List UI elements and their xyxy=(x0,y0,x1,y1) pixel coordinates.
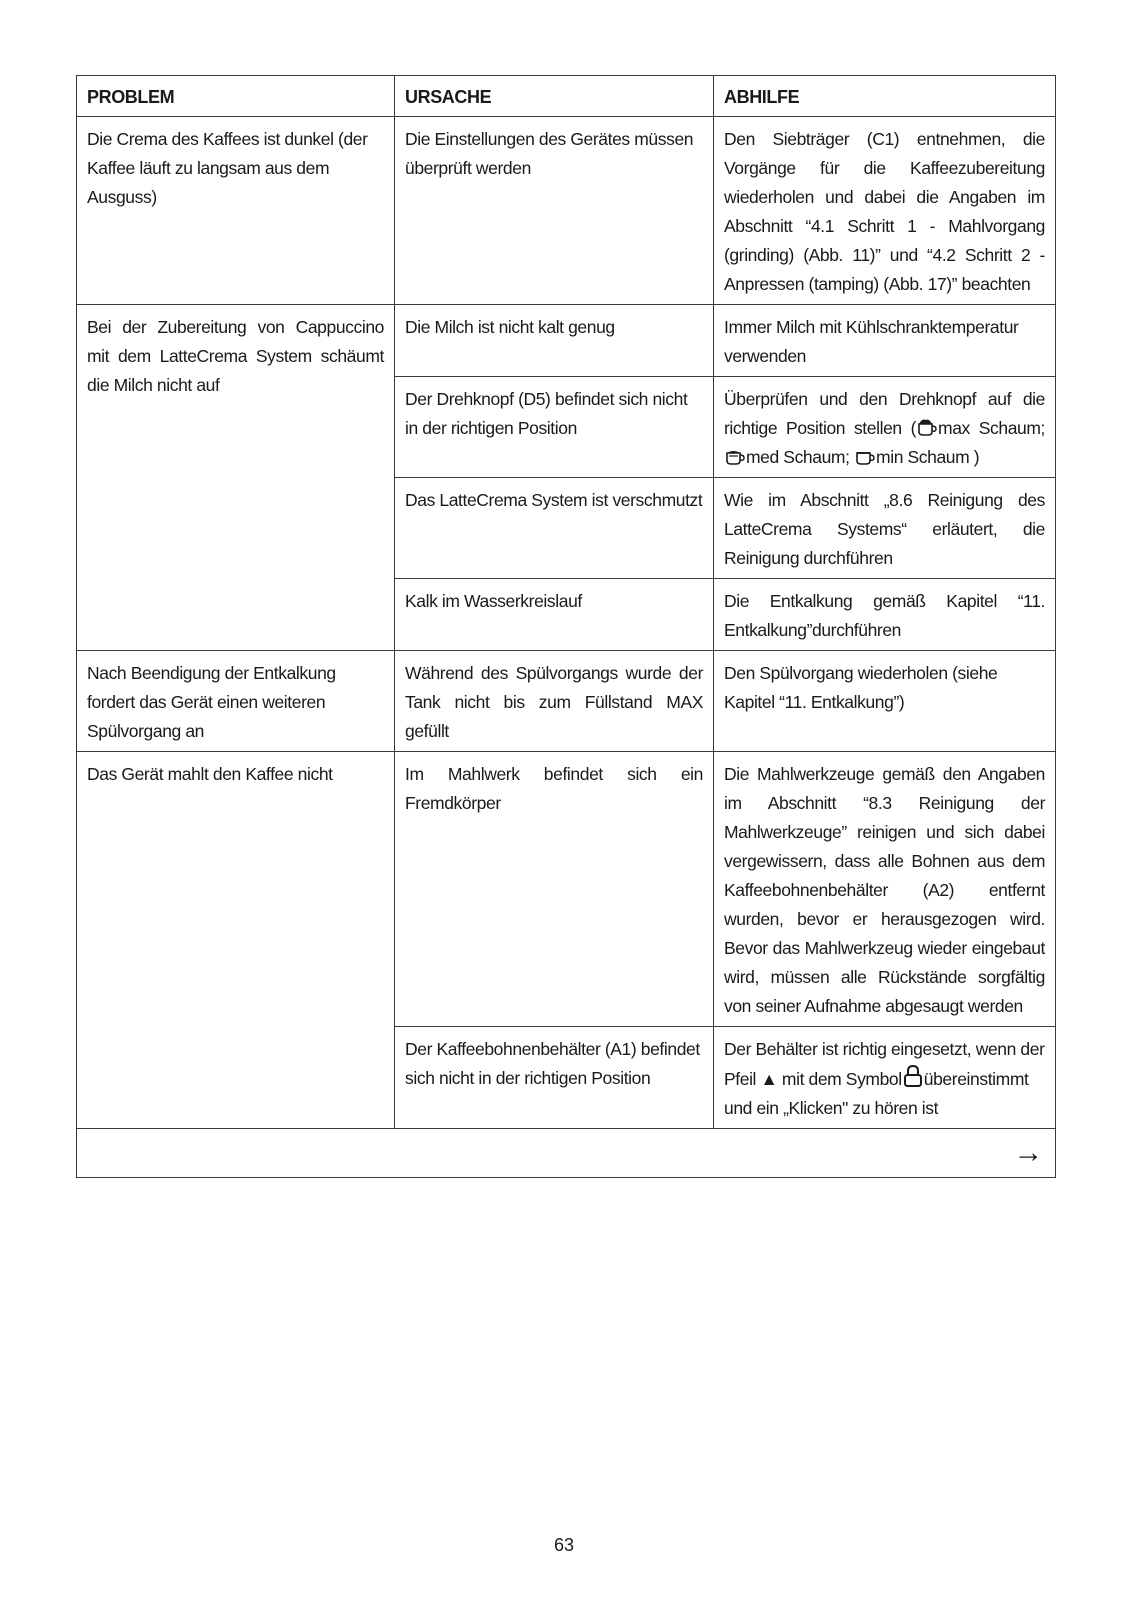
lock-icon xyxy=(902,1064,924,1088)
problem-cell: Die Crema des Kaffees ist dunkel (der Kaffee läuft zu langsam aus dem Ausguss) xyxy=(77,117,395,305)
remedy-text: mit dem Symbol xyxy=(781,1069,902,1089)
arrow-up-icon: ▲ xyxy=(760,1069,778,1089)
remedy-text: med Schaum; xyxy=(746,447,850,467)
remedy-text: Der Behälter ist richtig eingesetzt, wenn der Pfeil xyxy=(724,1039,1045,1089)
remedy-text: min Schaum ) xyxy=(876,447,980,467)
remedy-cell: Den Siebträger (C1) entnehmen, die Vorgänge für die Kaffeezubereitung wiederholen und dabei die Angaben im Abschnitt “4.1 Schritt 1 - Mahlvorgang (grinding) (Abb. 11)” und “4.2 Schritt 2 - Anpressen (tamping) (Abb. 17)” beachten xyxy=(714,117,1056,305)
remedy-cell xyxy=(714,1027,1056,1129)
problem-cell: Bei der Zubereitung von Cappuccino mit dem LatteCrema System schäumt die Milch nicht auf xyxy=(77,305,395,651)
cause-cell: Im Mahlwerk befindet sich ein Fremdkörper xyxy=(395,752,714,1027)
troubleshooting-page xyxy=(76,75,1055,1178)
cause-cell: Der Drehknopf (D5) befindet sich nicht in der richtigen Position xyxy=(395,377,714,478)
remedy-cell: Den Spülvorgang wiederholen (siehe Kapitel “11. Entkalkung”) xyxy=(714,651,1056,752)
cause-cell: Der Kaffeebohnenbehälter (A1) befindet sich nicht in der richtigen Position xyxy=(395,1027,714,1129)
cause-cell: Kalk im Wasserkreislauf xyxy=(395,579,714,651)
cause-cell: Die Milch ist nicht kalt genug xyxy=(395,305,714,377)
cause-cell: Während des Spülvorgangs wurde der Tank nicht bis zum Füllstand MAX gefüllt xyxy=(395,651,714,752)
table-row xyxy=(77,752,1056,1027)
cause-cell: Die Einstellungen des Gerätes müssen überprüft werden xyxy=(395,117,714,305)
cup-max-icon xyxy=(916,417,938,437)
remedy-text: übereinstimmt und ein „Klicken" zu hören ist xyxy=(724,1069,1029,1118)
remedy-text: max Schaum; xyxy=(938,418,1045,438)
remedy-cell: Die Entkalkung gemäß Kapitel “11. Entkalkung”durchführen xyxy=(714,579,1056,651)
table-row xyxy=(77,651,1056,752)
remedy-cell: Wie im Abschnitt „8.6 Reinigung des LatteCrema Systems“ erläutert, die Reinigung durchführen xyxy=(714,478,1056,579)
problem-cell: Das Gerät mahlt den Kaffee nicht xyxy=(77,752,395,1129)
header-problem: PROBLEM xyxy=(77,76,395,117)
continue-row xyxy=(77,1129,1056,1178)
cause-cell: Das LatteCrema System ist verschmutzt xyxy=(395,478,714,579)
remedy-text: Überprüfen und den Drehknopf auf die richtige Position stellen ( xyxy=(724,389,1045,438)
remedy-cell: Die Mahlwerkzeuge gemäß den Angaben im Abschnitt “8.3 Reinigung der Mahlwerkzeuge” reinigen und sich dabei vergewissern, dass alle Bohnen aus dem Kaffeebohnenbehälter (A2) entfernt wurden, bevor er herausgezogen wird. Bevor das Mahlwerkzeug wieder eingebaut wird, müssen alle Rückstände sorgfältig von seiner Aufnahme abgesaugt werden xyxy=(714,752,1056,1027)
page-number: 63 xyxy=(553,1535,575,1555)
problem-cell: Nach Beendigung der Entkalkung fordert das Gerät einen weiteren Spülvorgang an xyxy=(77,651,395,752)
troubleshooting-table xyxy=(76,75,1056,1178)
continue-cell xyxy=(77,1129,1056,1178)
header-row xyxy=(77,76,1056,117)
remedy-cell: Immer Milch mit Kühlschranktemperatur verwenden xyxy=(714,305,1056,377)
remedy-cell xyxy=(714,377,1056,478)
table-row xyxy=(77,117,1056,305)
arrow-right-icon: → xyxy=(1013,1136,1043,1169)
table-row xyxy=(77,305,1056,377)
cup-med-icon xyxy=(724,446,746,466)
cup-min-icon xyxy=(854,446,876,466)
header-remedy: ABHILFE xyxy=(714,76,1056,117)
header-cause: URSACHE xyxy=(395,76,714,117)
